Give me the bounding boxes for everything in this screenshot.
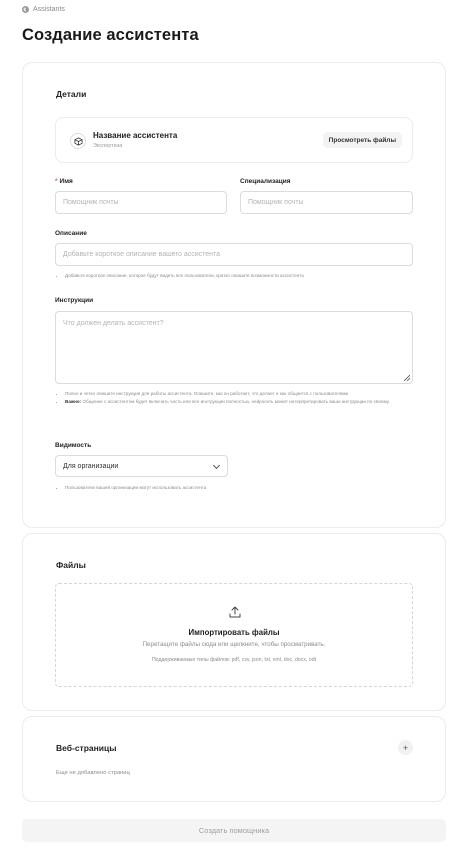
view-files-button[interactable]: Просмотреть файлы <box>323 132 402 148</box>
name-label <box>55 178 73 185</box>
required-mark: * <box>55 178 58 185</box>
page-title: Создание ассистента <box>22 26 199 44</box>
web-pages-title: Веб-страницы <box>56 743 117 753</box>
instructions-hints <box>57 391 413 407</box>
description-hint-text: • Добавьте короткое описание, которое будут видеть все пользователи, кратко опишите возможности ассистента <box>65 273 413 279</box>
breadcrumb-label: Assistants <box>33 6 65 13</box>
name-label-text: Имя <box>59 178 73 185</box>
visibility-hint <box>57 485 217 493</box>
assistant-preview <box>55 117 413 163</box>
web-pages-card <box>22 716 446 802</box>
visibility-hint-text: • Пользователи вашей организации могут использовать ассистента <box>65 485 217 491</box>
files-title: Файлы <box>56 560 86 570</box>
cube-icon <box>70 133 86 149</box>
instructions-placeholder: Что должен делать ассистент? <box>63 320 164 327</box>
description-label: Описание <box>55 230 87 237</box>
specialization-input[interactable]: Помощник почты <box>240 191 413 214</box>
visibility-value: Для организации <box>63 462 119 470</box>
files-card <box>22 533 446 711</box>
back-link[interactable] <box>22 6 65 13</box>
description-input[interactable]: Добавьте короткое описание вашего ассистента <box>55 243 413 266</box>
file-dropzone[interactable] <box>55 583 413 687</box>
hint-important: Важно: <box>65 399 82 405</box>
dropzone-title: Импортировать файлы <box>188 628 280 637</box>
upload-icon <box>228 605 242 619</box>
create-assistant-button[interactable]: Создать помощника <box>22 819 446 842</box>
visibility-label: Видимость <box>55 442 92 449</box>
description-hint <box>57 273 413 281</box>
resize-grip-icon[interactable] <box>404 375 410 381</box>
instructions-textarea[interactable] <box>55 311 413 384</box>
dropzone-subtitle: Перетащите файлы сюда или щелкните, чтобы просматривать. <box>142 641 326 648</box>
name-input[interactable]: Помощник почты <box>55 191 227 214</box>
instructions-label: Инструкции <box>55 297 94 304</box>
details-card <box>22 62 446 528</box>
visibility-select[interactable] <box>55 455 228 477</box>
dropzone-types: Поддерживаемые типы файлов: pdf, csv, json, txt, xml, doc, docx, odt <box>151 657 317 663</box>
details-title: Детали <box>56 89 87 99</box>
preview-name: Название ассистента <box>93 131 178 140</box>
instructions-hint-1: • Полно и четко опишите инструкция для работы ассистента. Опишите, как он работает, что делает и как общается с пользователями <box>65 391 413 397</box>
add-page-button[interactable]: + <box>398 740 413 755</box>
preview-specialization: Экспертиза <box>93 143 123 149</box>
back-arrow-icon <box>22 6 29 13</box>
chevron-down-icon <box>213 462 220 469</box>
specialization-label: Специализация <box>240 178 291 185</box>
instructions-hint-2 <box>65 399 413 405</box>
instructions-hint-2-text: Общение с ассистентом будет включать часть или все инструкции полностью, нейросеть может интерпретировать ваши инструкции по-своему <box>82 399 390 405</box>
web-pages-empty: Еще не добавлено страниц <box>56 770 130 776</box>
